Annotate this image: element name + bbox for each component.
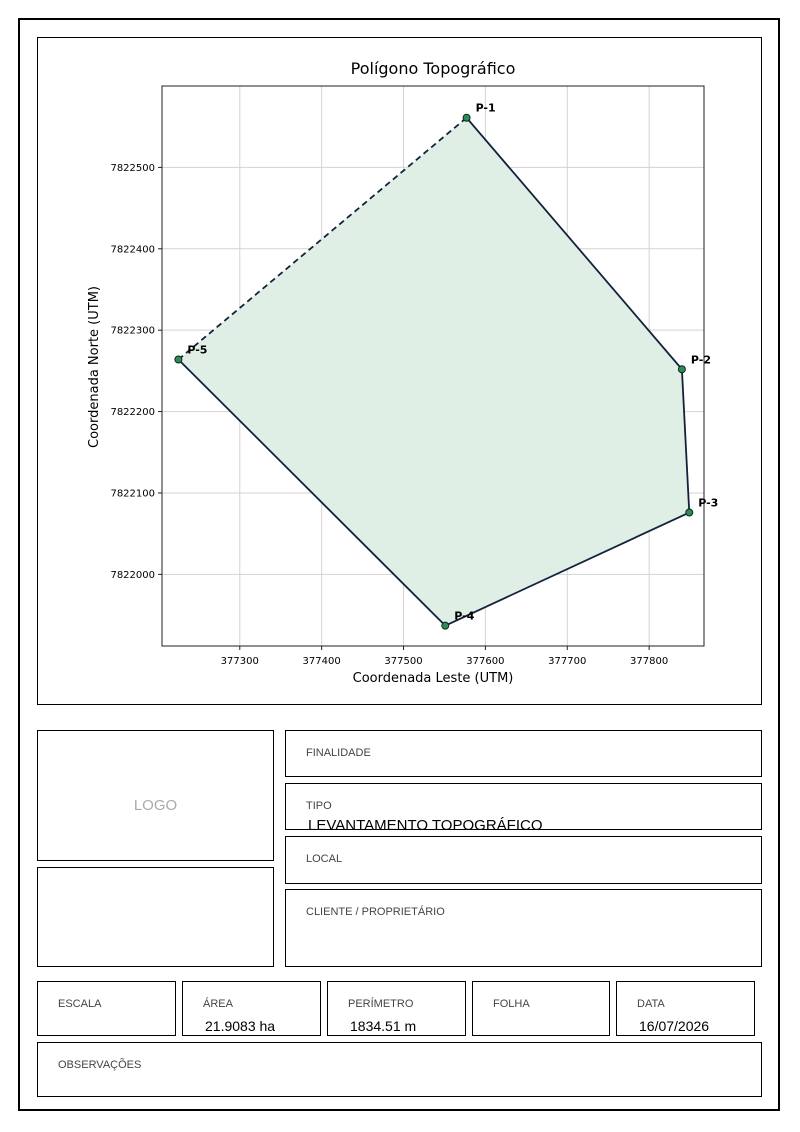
tipo-box bbox=[285, 783, 762, 830]
area-value: 21.9083 ha bbox=[205, 1018, 276, 1034]
data-label: DATA bbox=[637, 998, 665, 1010]
y-tick-label: 7822000 bbox=[110, 569, 155, 581]
logo-box bbox=[37, 730, 274, 861]
y-tick-label: 7822300 bbox=[110, 325, 155, 337]
x-tick-label: 377700 bbox=[548, 656, 587, 667]
y-tick-label: 7822100 bbox=[110, 488, 155, 500]
logo-placeholder: LOGO bbox=[133, 797, 178, 814]
escala-box bbox=[37, 981, 176, 1036]
y-tick-label: 7822400 bbox=[110, 244, 155, 256]
polygon-fill bbox=[178, 118, 689, 626]
y-tick-label: 7822500 bbox=[110, 162, 155, 174]
x-tick-label: 377800 bbox=[630, 656, 669, 667]
perimetro-value: 1834.51 m bbox=[350, 1018, 417, 1034]
finalidade-box bbox=[285, 730, 762, 777]
escala-label: ESCALA bbox=[58, 998, 102, 1010]
vertex-label: P-3 bbox=[698, 496, 719, 510]
plot-frame bbox=[37, 37, 762, 705]
vertex-point bbox=[442, 622, 449, 629]
perimetro-label: PERÍMETRO bbox=[348, 998, 414, 1010]
y-tick-label: 7822200 bbox=[110, 407, 155, 419]
folha-label: FOLHA bbox=[493, 998, 530, 1010]
x-tick-label: 377500 bbox=[384, 656, 423, 667]
x-axis-label: Coordenada Leste (UTM) bbox=[352, 671, 514, 686]
cliente-box bbox=[285, 889, 762, 967]
vertex-label: P-5 bbox=[187, 343, 208, 357]
perimetro-box bbox=[327, 981, 466, 1036]
blank-box bbox=[37, 867, 274, 967]
area-box bbox=[182, 981, 321, 1036]
vertex-label: P-4 bbox=[454, 609, 475, 623]
data-value: 16/07/2026 bbox=[639, 1018, 710, 1034]
vertex-point bbox=[175, 356, 182, 363]
data-box bbox=[616, 981, 755, 1036]
folha-box bbox=[472, 981, 610, 1036]
observacoes-label: OBSERVAÇÕES bbox=[58, 1059, 142, 1071]
vertex-point bbox=[678, 366, 685, 373]
y-axis-label: Coordenada Norte (UTM) bbox=[87, 286, 102, 448]
x-tick-label: 377400 bbox=[302, 656, 341, 667]
local-label: LOCAL bbox=[306, 853, 343, 865]
vertex-label: P-1 bbox=[475, 101, 496, 115]
area-label: ÁREA bbox=[203, 998, 233, 1010]
vertex-point bbox=[686, 509, 693, 516]
finalidade-label: FINALIDADE bbox=[306, 747, 371, 759]
observacoes-box bbox=[37, 1042, 762, 1097]
polygon-chart bbox=[38, 38, 760, 703]
vertex-point bbox=[463, 114, 470, 121]
tipo-value: LEVANTAMENTO TOPOGRÁFICO bbox=[308, 817, 543, 830]
local-box bbox=[285, 836, 762, 884]
x-tick-label: 377600 bbox=[466, 656, 505, 667]
x-tick-label: 377300 bbox=[220, 656, 259, 667]
chart-title: Polígono Topográfico bbox=[350, 59, 516, 78]
tipo-label: TIPO bbox=[306, 800, 332, 812]
cliente-label: CLIENTE / PROPRIETÁRIO bbox=[306, 906, 445, 918]
vertex-label: P-2 bbox=[690, 353, 711, 367]
